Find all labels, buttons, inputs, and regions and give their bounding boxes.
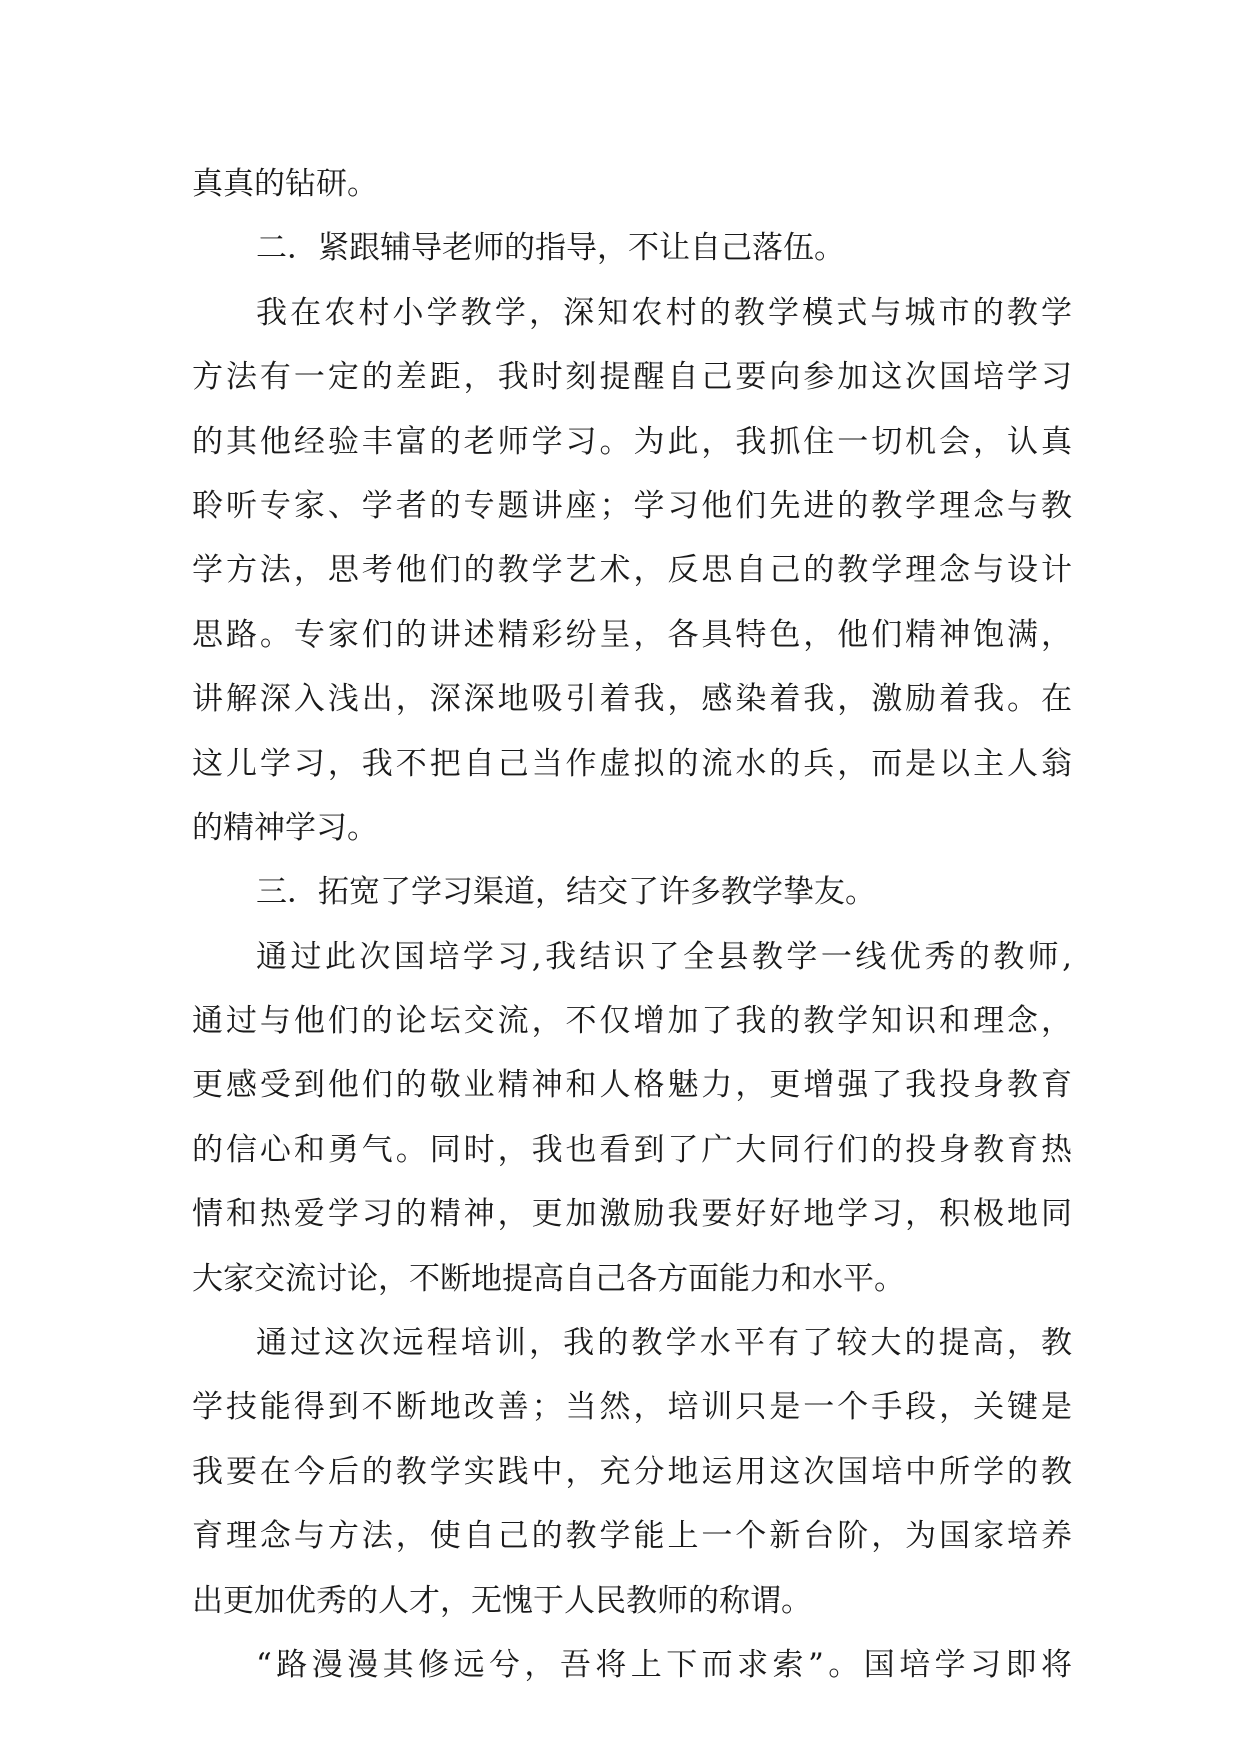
text-line: 出更加优秀的人才，无愧于人民教师的称谓。: [192, 1582, 812, 1619]
text-line: 讲解深入浅出，深深地吸引着我，感染着我，激励着我。在: [192, 681, 1072, 718]
text-line: 方法有一定的差距，我时刻提醒自己要向参加这次国培学习: [192, 359, 1072, 396]
text-line: 通过这次远程培训，我的教学水平有了较大的提高，教: [256, 1325, 1072, 1362]
text-line: 情和热爱学习的精神，更加激励我要好好地学习，积极地同: [192, 1196, 1072, 1233]
text-line: “路漫漫其修远兮，吾将上下而求索”。国培学习即将: [256, 1646, 1072, 1683]
text-line: 的其他经验丰富的老师学习。为此，我抓住一切机会，认真: [192, 423, 1072, 460]
text-line: 更感受到他们的敬业精神和人格魅力，更增强了我投身教育: [192, 1067, 1072, 1104]
text-line: 学技能得到不断地改善；当然，培训只是一个手段，关键是: [192, 1389, 1072, 1426]
text-line: 育理念与方法，使自己的教学能上一个新台阶，为国家培养: [192, 1518, 1072, 1555]
text-line: 通过此次国培学习,我结识了全县教学一线优秀的教师,: [256, 938, 1072, 975]
text-line: 思路。专家们的讲述精彩纷呈，各具特色，他们精神饱满，: [192, 616, 1072, 653]
text-line: 聆听专家、学者的专题讲座；学习他们先进的教学理念与教: [192, 487, 1072, 524]
text-line: 通过与他们的论坛交流，不仅增加了我的教学知识和理念，: [192, 1003, 1072, 1040]
document-body: [192, 152, 1072, 1697]
text-line: 的信心和勇气。同时，我也看到了广大同行们的投身教育热: [192, 1131, 1072, 1168]
text-line: 我在农村小学教学，深知农村的教学模式与城市的教学: [256, 294, 1072, 331]
section-heading-3: 三．拓宽了学习渠道，结交了许多教学挚友。: [256, 874, 876, 911]
text-line: 大家交流讨论，不断地提高自己各方面能力和水平。: [192, 1260, 905, 1297]
text-line: 学方法，思考他们的教学艺术，反思自己的教学理念与设计: [192, 552, 1072, 589]
section-heading-2: 二．紧跟辅导老师的指导，不让自己落伍。: [256, 230, 845, 267]
text-line: 我要在今后的教学实践中，充分地运用这次国培中所学的教: [192, 1453, 1072, 1490]
text-line: 的精神学习。: [192, 809, 378, 846]
text-line: 这儿学习，我不把自己当作虚拟的流水的兵，而是以主人翁: [192, 745, 1072, 782]
text-line: 真真的钻研。: [192, 166, 378, 202]
